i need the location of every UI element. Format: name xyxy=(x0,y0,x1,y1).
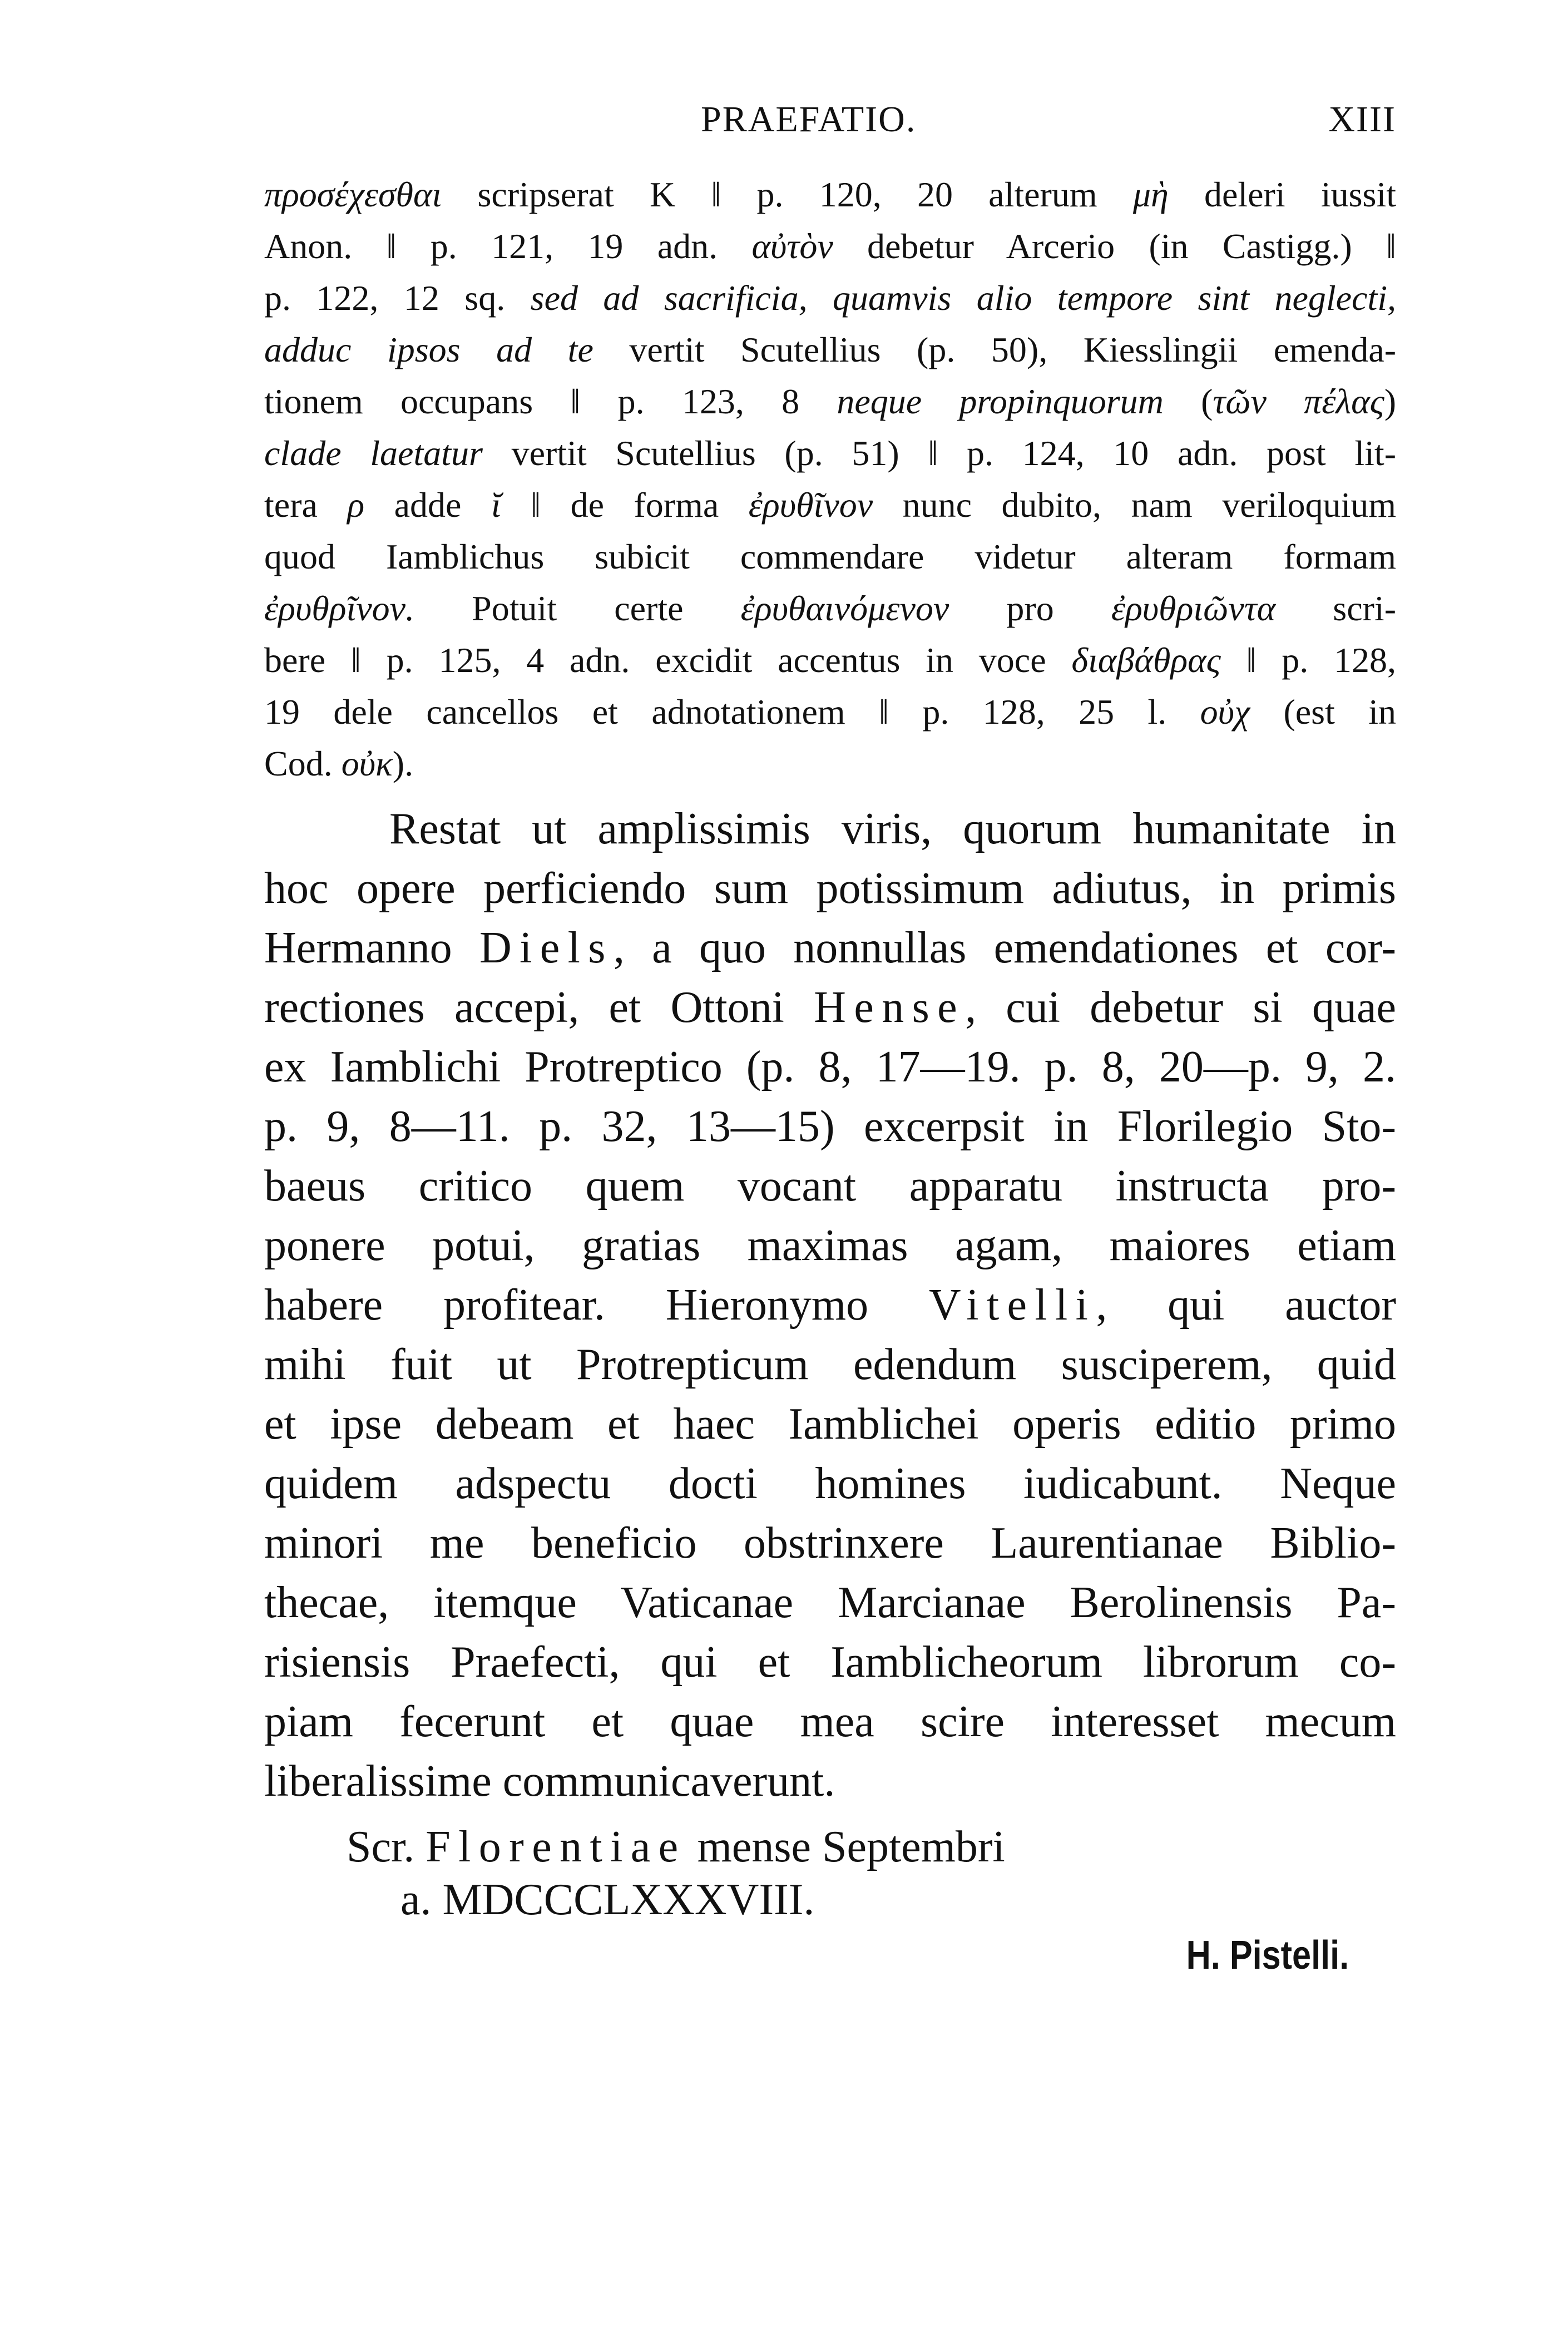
acknowledgements-paragraph xyxy=(264,799,1396,1811)
text-line xyxy=(264,1216,1396,1276)
author-signature: H. Pistelli. xyxy=(1186,1933,1349,1978)
text-segment: Potuit certe xyxy=(414,589,741,628)
text-line xyxy=(264,1037,1396,1097)
spaced-name: Hense xyxy=(814,983,966,1032)
text-line xyxy=(264,1097,1396,1157)
italic-text: ἐρυθῖνον xyxy=(748,485,873,525)
text-segment: tionem occupans ‖ p. 123, 8 xyxy=(264,382,837,421)
text-segment: scripserat K ‖ p. 120, 20 alterum xyxy=(442,175,1133,214)
sig-place-city: Florentiae xyxy=(426,1822,686,1871)
signature-date: a. MDCCCLXXXVIII. xyxy=(400,1875,815,1924)
text-segment: ponere potui, gratias maximas agam, maiores etiam xyxy=(264,1221,1396,1270)
text-segment: nunc dubito, nam veriloquium xyxy=(873,485,1397,525)
italic-text: προσέχεσθαι xyxy=(264,175,442,214)
italic-text: ἐρυθρῖνον. xyxy=(264,589,415,628)
text-line xyxy=(264,531,1396,582)
text-line xyxy=(264,427,1396,479)
text-segment: quidem adspectu docti homines iudicabunt. Neque xyxy=(264,1459,1396,1508)
text-segment: vertit Scutellius (p. 50), Kiesslingii emenda- xyxy=(593,330,1397,369)
spaced-name: Vitelli xyxy=(928,1281,1096,1330)
text-segment: baeus critico quem vocant apparatu instructa pro- xyxy=(264,1162,1396,1211)
text-segment: p. 122, 12 sq. xyxy=(264,278,531,318)
text-segment: p. 9, 8—11. p. 32, 13—15) excerpsit in Florilegio Sto- xyxy=(264,1102,1396,1151)
text-line xyxy=(264,1692,1396,1752)
text-line xyxy=(264,799,1396,859)
text-line xyxy=(264,634,1396,686)
text-segment: ex Iamblichi Protreptico (p. 8, 17—19. p. 8, 20—p. 9, 2. xyxy=(264,1043,1396,1091)
text-line xyxy=(264,1395,1396,1454)
text-line xyxy=(264,1752,1396,1811)
text-line xyxy=(264,1157,1396,1216)
text-segment: quod Iamblichus subicit commendare videtur alteram formam xyxy=(264,537,1396,576)
text-line xyxy=(264,169,1396,220)
italic-text: ῐ xyxy=(491,485,501,525)
italic-text: ἐρυθαινόμενον xyxy=(740,589,949,628)
text-line xyxy=(264,978,1396,1037)
text-segment: ) xyxy=(1384,382,1397,421)
text-segment: liberalissime communicaverunt. xyxy=(264,1757,835,1806)
text-segment: Anon. ‖ p. 121, 19 adn. xyxy=(264,226,752,266)
corrigenda-paragraph xyxy=(264,169,1396,789)
text-segment: hoc opere perficiendo sum potissimum adiutus, in primis xyxy=(264,864,1396,913)
signature-place xyxy=(347,1819,1005,1875)
text-line xyxy=(264,582,1396,634)
text-line xyxy=(264,1514,1396,1573)
text-line xyxy=(264,1573,1396,1633)
text-segment: thecae, itemque Vaticanae Marcianae Berolinensis Pa- xyxy=(264,1578,1396,1627)
text-segment: adde xyxy=(364,485,491,525)
text-segment: mihi fuit ut Protrepticum edendum susciperem, quid xyxy=(264,1340,1396,1389)
sig-place-prefix: Scr. xyxy=(347,1822,426,1871)
text-segment: habere profitear. Hieronymo xyxy=(264,1281,929,1330)
text-line xyxy=(264,918,1396,978)
text-segment: ( xyxy=(1163,382,1213,421)
text-line xyxy=(264,738,1396,789)
spaced-name: Diels xyxy=(479,923,614,972)
italic-text: adduc ipsos ad te xyxy=(264,330,593,369)
text-segment: 19 dele cancellos et adnotationem ‖ p. 128, 25 l. xyxy=(264,692,1200,732)
text-segment: minori me beneficio obstrinxere Laurentianae Biblio- xyxy=(264,1519,1396,1568)
italic-text: clade laetatur xyxy=(264,433,483,473)
text-segment: ). xyxy=(392,744,414,783)
text-line xyxy=(264,220,1396,272)
italic-text: sed ad sacrificia, quamvis alio tempore sint neglecti, xyxy=(530,278,1397,318)
text-segment: scri- xyxy=(1275,589,1397,628)
text-segment: piam fecerunt et quae mea scire interesset mecum xyxy=(264,1697,1396,1746)
italic-text: ἐρυθριῶντα xyxy=(1111,589,1276,628)
text-segment: rectiones accepi, et Ottoni xyxy=(264,983,814,1032)
text-segment: , cui debetur si quae xyxy=(965,983,1396,1032)
text-segment: debetur Arcerio (in Castigg.) ‖ xyxy=(833,226,1397,266)
text-line xyxy=(264,1633,1396,1692)
text-segment: tera xyxy=(264,485,348,525)
text-segment: pro xyxy=(949,589,1111,628)
text-segment: bere ‖ p. 125, 4 adn. excidit accentus in voce xyxy=(264,640,1072,680)
text-line xyxy=(264,479,1396,531)
running-header-title: PRAEFATIO. xyxy=(701,99,917,140)
text-segment: risiensis Praefecti, qui et Iamblicheorum librorum co- xyxy=(264,1638,1396,1687)
text-segment: vertit Scutellius (p. 51) ‖ p. 124, 10 adn. post lit- xyxy=(482,433,1397,473)
text-line xyxy=(264,1276,1396,1335)
text-line xyxy=(264,1335,1396,1395)
italic-text: τῶν πέλας xyxy=(1213,382,1384,421)
italic-text: διαβάθρας xyxy=(1071,640,1221,680)
text-line xyxy=(264,272,1396,324)
text-segment: , qui auctor xyxy=(1096,1281,1397,1330)
italic-text: αὐτὸν xyxy=(751,226,833,266)
sig-place-month: mense Septembri xyxy=(686,1822,1005,1871)
italic-text: μὴ xyxy=(1132,175,1169,214)
italic-text: οὐχ xyxy=(1200,692,1250,732)
text-line xyxy=(264,686,1396,738)
text-line xyxy=(264,1454,1396,1514)
text-segment: ‖ p. 128, xyxy=(1220,640,1396,680)
text-segment: Cod. xyxy=(264,744,342,783)
text-segment: deleri iussit xyxy=(1168,175,1397,214)
italic-text: οὐκ xyxy=(341,744,393,783)
text-segment: , a quo nonnullas emendationes et cor- xyxy=(613,923,1397,972)
text-line xyxy=(264,324,1396,376)
italic-text: ρ xyxy=(347,485,365,525)
text-segment: ‖ de forma xyxy=(501,485,749,525)
text-line xyxy=(264,376,1396,427)
text-segment: Hermanno xyxy=(264,923,479,972)
text-segment: (est in xyxy=(1250,692,1396,732)
text-line xyxy=(264,859,1396,918)
italic-text: neque propinquorum xyxy=(837,382,1164,421)
text-segment: et ipse debeam et haec Iamblichei operis editio primo xyxy=(264,1400,1396,1449)
text-segment: Restat ut amplissimis viris, quorum humanitate in xyxy=(389,804,1396,853)
page-number: XIII xyxy=(1328,99,1396,140)
